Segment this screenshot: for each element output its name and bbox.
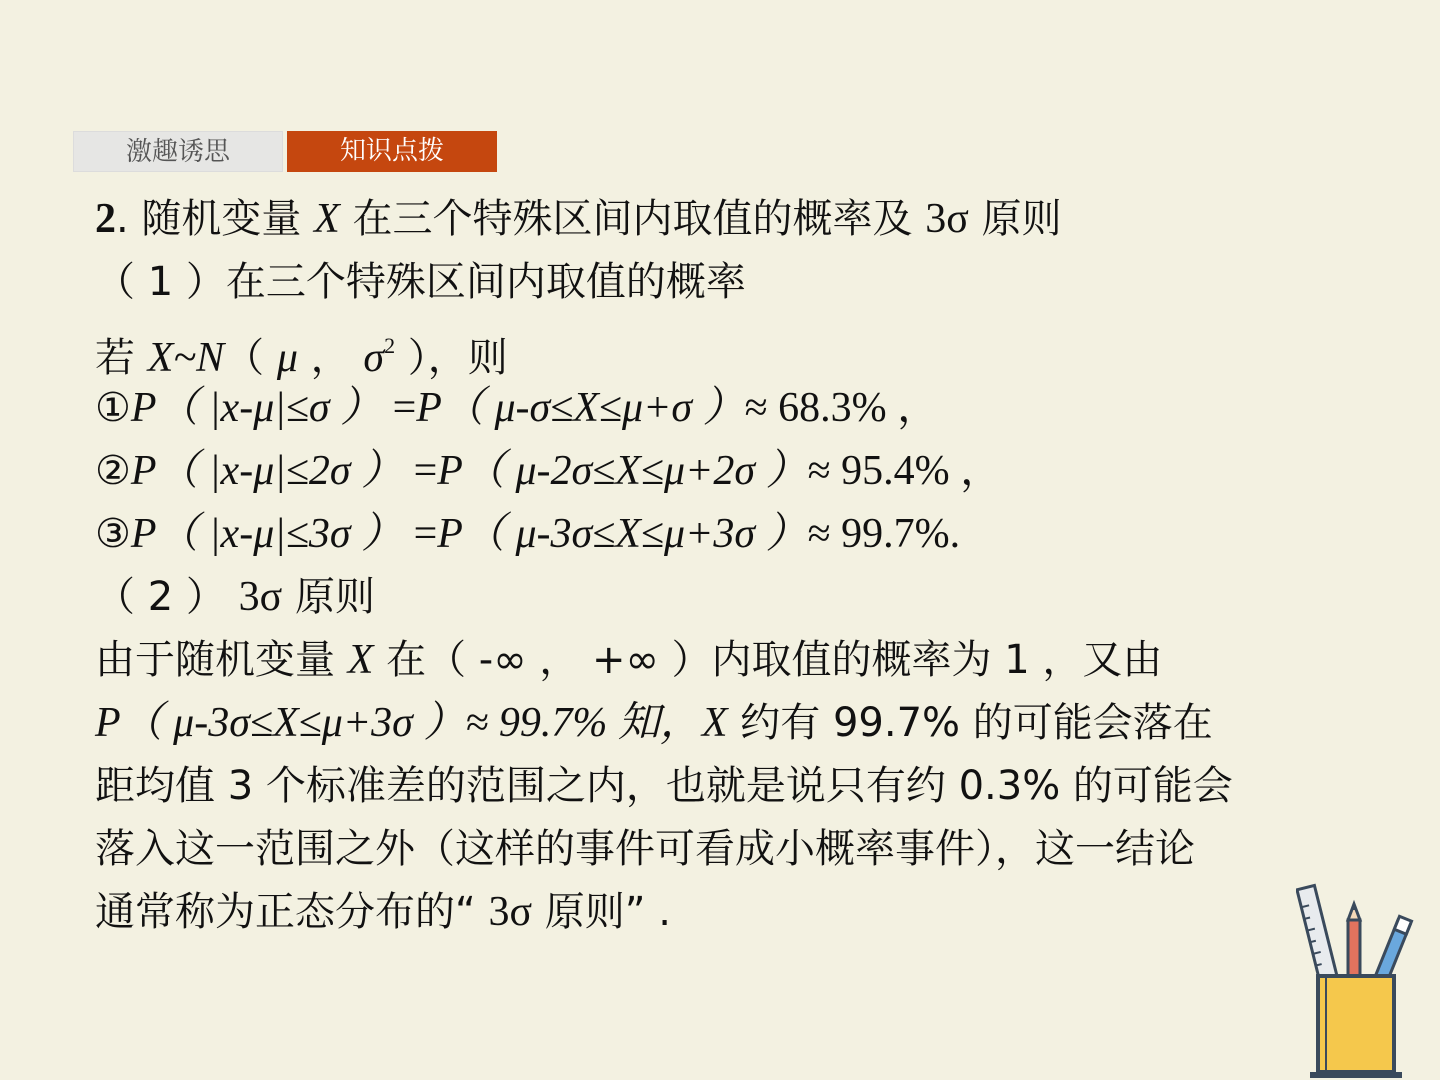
- cond-comma: ，: [297, 335, 364, 381]
- heading-three-sigma: 3σ: [925, 196, 969, 242]
- para-l2-b: 约有 99.7% 的可能会落在: [727, 700, 1213, 746]
- para-l1-b: 在（ -∞ ， +∞ ）内取值的概率为 1 ，又由: [373, 637, 1163, 683]
- cond-sigma: σ: [363, 335, 385, 381]
- para-l2-a: （ μ-3σ≤X≤μ+3σ ）≈ 99.7% 知，: [120, 700, 702, 746]
- heading-variable: X: [314, 196, 340, 242]
- para-line-5: [95, 881, 1355, 944]
- tab-inspire[interactable]: 激趣诱思: [73, 131, 283, 172]
- heading-number: 2: [95, 196, 116, 242]
- rule-2-marker: ②: [95, 448, 131, 494]
- rule-2-rhs: （ μ-2σ≤X≤μ+2σ ）: [462, 448, 808, 494]
- para-line-4: 落入这一范围之外（这样的事件可看成小概率事件），这一结论: [95, 826, 1195, 872]
- cond-prefix: 若: [95, 335, 148, 381]
- subheading-1: （ 1 ）在三个特殊区间内取值的概率: [95, 259, 746, 305]
- distribution-condition: [95, 314, 1355, 381]
- para-l1-a: 由于随机变量: [95, 637, 348, 683]
- rule-1-value: ≈ 68.3% ，: [744, 385, 940, 431]
- rule-2-equals: =: [403, 448, 438, 494]
- rule-3-equals: =: [403, 511, 438, 557]
- para-l2-x: X: [701, 700, 728, 746]
- sub2-three-sigma: 3σ: [238, 574, 283, 620]
- rule-2-p: P: [130, 448, 157, 494]
- para-line-1: [95, 629, 1355, 692]
- rule-1-rhs: （ μ-σ≤X≤μ+σ ）: [441, 385, 745, 431]
- section-tabs: [73, 131, 497, 172]
- rule-2-lhs: （ |x-μ|≤2σ ）: [156, 448, 404, 494]
- tab-knowledge[interactable]: 知识点拨: [287, 131, 497, 172]
- rule-1: [95, 377, 1355, 440]
- subheading-2: [95, 566, 1355, 629]
- para-line-3: 距均值 3 个标准差的范围之内，也就是说只有约 0.3% 的可能会: [95, 763, 1233, 809]
- cond-mu: μ: [276, 335, 298, 381]
- cond-suffix: ），则: [395, 335, 508, 381]
- para-l5-b: 原则” .: [532, 889, 671, 935]
- heading-text-c: 原则: [968, 196, 1062, 242]
- sub2-prefix: （ 2 ）: [95, 574, 239, 620]
- slide-content: [95, 188, 1355, 944]
- pencil-cup-icon: [1296, 876, 1416, 1080]
- rule-1-p: P: [130, 385, 157, 431]
- rule-2: [95, 440, 1355, 503]
- cup-body: [1310, 976, 1402, 1078]
- rule-2-p2: P: [437, 448, 463, 494]
- rule-3-marker: ③: [95, 511, 131, 557]
- rule-2-value: ≈ 95.4% ，: [807, 448, 1003, 494]
- heading-text-b: 在三个特殊区间内取值的概率及: [339, 196, 926, 242]
- rule-3-value: ≈ 99.7%.: [807, 511, 961, 557]
- para-l2-p: P: [95, 700, 121, 746]
- rule-1-lhs: （ |x-μ|≤σ ）: [156, 385, 383, 431]
- sub2-suffix: 原则: [282, 574, 375, 620]
- rule-3-p2: P: [437, 511, 463, 557]
- rule-1-marker: ①: [95, 385, 131, 431]
- rule-3-lhs: （ |x-μ|≤3σ ）: [156, 511, 404, 557]
- cond-square: 2: [384, 333, 396, 358]
- rule-3: [95, 503, 1355, 566]
- para-line-2: [95, 692, 1355, 755]
- rule-3-p: P: [130, 511, 157, 557]
- section-heading: [95, 188, 1355, 251]
- cond-paren-open: （: [224, 335, 277, 381]
- rule-1-p2: P: [416, 385, 442, 431]
- cond-distribution: X~N: [147, 335, 225, 381]
- para-l5-three-sigma: 3σ: [488, 889, 533, 935]
- rule-3-rhs: （ μ-3σ≤X≤μ+3σ ）: [462, 511, 808, 557]
- heading-text-a: . 随机变量: [116, 196, 315, 242]
- rule-1-equals: =: [382, 385, 417, 431]
- para-l1-x: X: [347, 637, 374, 683]
- para-l5-a: 通常称为正态分布的“: [95, 889, 489, 935]
